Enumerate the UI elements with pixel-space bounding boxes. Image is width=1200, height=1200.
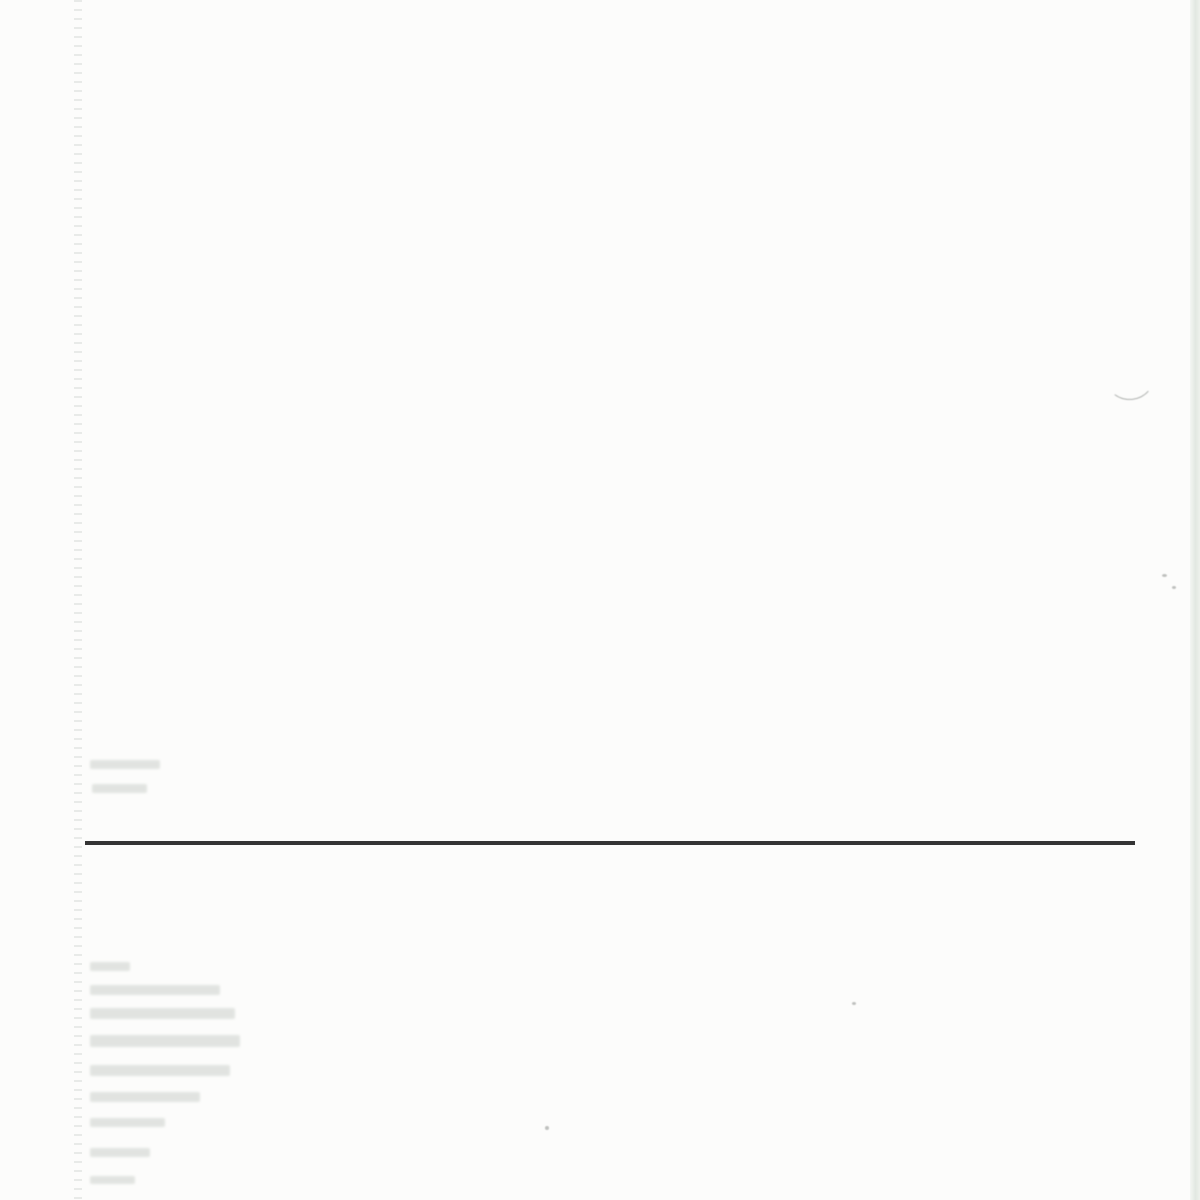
- scan-ghost-mark: [90, 1008, 235, 1019]
- cost-information-table: [85, 841, 1135, 845]
- scanner-edge-strip: [1190, 0, 1200, 1200]
- scan-ghost-mark: [90, 1065, 230, 1076]
- scan-dot: [852, 1002, 856, 1005]
- scan-dot: [545, 1126, 549, 1130]
- scan-ghost-mark: [90, 1176, 135, 1184]
- scan-arc-mark: [1104, 354, 1156, 403]
- scan-ghost-mark: [90, 962, 130, 971]
- scan-ghost-mark: [90, 1035, 240, 1047]
- scan-dot: [1172, 586, 1176, 589]
- scan-ghost-mark: [92, 784, 147, 793]
- scan-ghost-mark: [90, 760, 160, 769]
- scan-dot: [1162, 574, 1167, 577]
- scan-ghost-mark: [90, 1148, 150, 1157]
- scan-margin-noise: [74, 0, 82, 1200]
- scan-ghost-mark: [90, 1118, 165, 1127]
- scan-ghost-mark: [90, 985, 220, 995]
- scan-ghost-mark: [90, 1092, 200, 1102]
